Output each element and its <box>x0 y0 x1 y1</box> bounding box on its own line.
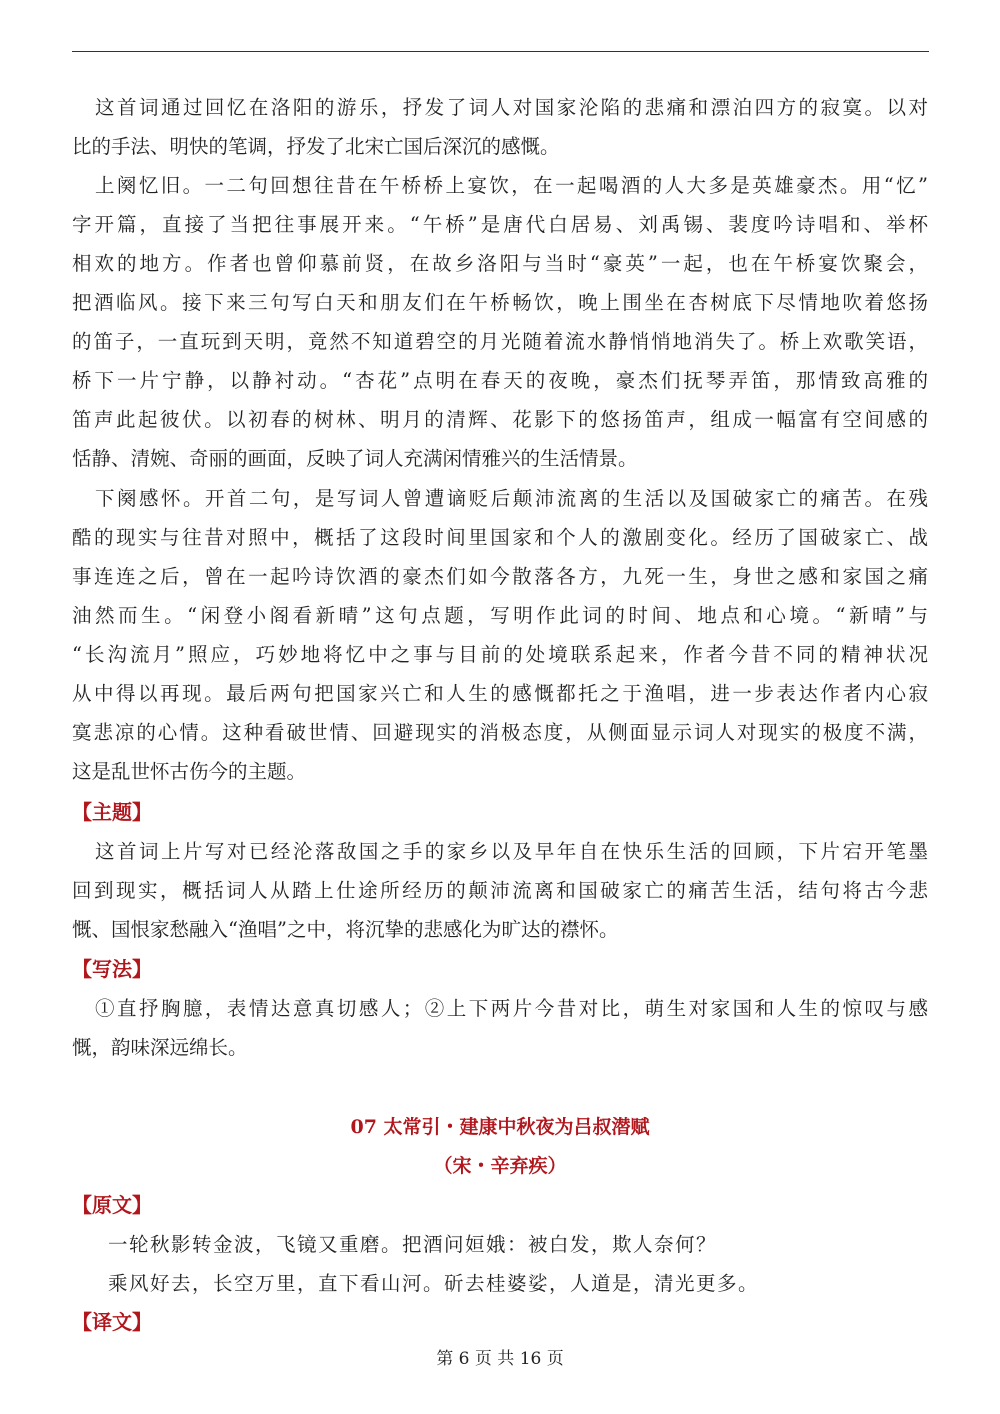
paragraph-line: 事连连之后，曾在一起吟诗饮酒的豪杰们如今散落各方，九死一生，身世之感和家国之痛 <box>72 565 928 588</box>
poem-title: 07 太常引・建康中秋夜为吕叔潜赋 <box>350 1116 650 1138</box>
paragraph-line: 寞悲凉的心情。这种看破世情、回避现实的消极态度，从侧面显示词人对现实的极度不满， <box>72 721 928 744</box>
paragraph-line: 把酒临风。接下来三句写白天和朋友们在午桥畅饮，晚上围坐在杏树底下尽情地吹着悠扬 <box>72 291 928 314</box>
paragraph-line: 字开篇，直接了当把往事展开来。“午桥”是唐代白居易、刘禹锡、裴度吟诗唱和、举杯 <box>72 213 928 236</box>
technique-line: 慨，韵味深远绵长。 <box>72 1036 248 1059</box>
paragraph-line: 从中得以再现。最后两句把国家兴亡和人生的感慨都托之于渔唱，进一步表达作者内心寂 <box>72 682 928 705</box>
paragraph-line: 的笛子，一直玩到天明，竟然不知道碧空的月光随着流水静悄悄地消失了。桥上欢歌笑语， <box>72 330 928 353</box>
paragraph-line: 这首词通过回忆在洛阳的游乐，抒发了词人对国家沦陷的悲痛和漂泊四方的寂寞。以对 <box>95 96 928 119</box>
paragraph-line: “长沟流月”照应，巧妙地将忆中之事与目前的处境联系起来，作者今昔不同的精神状况 <box>72 643 928 666</box>
theme-heading: 【主题】 <box>72 800 152 824</box>
paragraph-line: 上阕忆旧。一二句回想往昔在午桥桥上宴饮，在一起喝酒的人大多是英雄豪杰。用“忆” <box>95 174 928 197</box>
poem-author: （宋・辛弃疾） <box>433 1155 567 1177</box>
paragraph-line: 比的手法、明快的笔调，抒发了北宋亡国后深沉的感慨。 <box>72 135 560 158</box>
paragraph-line: 桥下一片宁静，以静衬动。“杏花”点明在春天的夜晚，豪杰们抚琴弄笛，那情致高雅的 <box>72 369 928 392</box>
page-footer: 第 6 页 共 16 页 <box>436 1349 564 1369</box>
theme-line: 回到现实，概括词人从踏上仕途所经历的颠沛流离和国破家亡的痛苦生活，结句将古今悲 <box>72 879 928 902</box>
original-line: 乘风好去，长空万里，直下看山河。斫去桂婆娑，人道是，清光更多。 <box>108 1272 760 1295</box>
technique-line: ①直抒胸臆，表情达意真切感人；②上下两片今昔对比，萌生对家国和人生的惊叹与感 <box>95 997 928 1020</box>
paragraph-line: 相欢的地方。作者也曾仰慕前贤，在故乡洛阳与当时“豪英”一起，也在午桥宴饮聚会， <box>72 252 928 275</box>
paragraph-line: 笛声此起彼伏。以初春的树林、明月的清辉、花影下的悠扬笛声，组成一幅富有空间感的 <box>72 408 928 431</box>
theme-line: 慨、国恨家愁融入“渔唱”之中，将沉挚的悲感化为旷达的襟怀。 <box>72 918 619 941</box>
theme-line: 这首词上片写对已经沦落敌国之手的家乡以及早年自在快乐生活的回顾，下片宕开笔墨 <box>95 840 928 863</box>
original-heading: 【原文】 <box>72 1193 152 1217</box>
original-line: 一轮秋影转金波，飞镜又重磨。把酒问姮娥：被白发，欺人奈何？ <box>108 1233 718 1256</box>
paragraph-line: 油然而生。“闲登小阁看新晴”这句点题，写明作此词的时间、地点和心境。“新晴”与 <box>72 604 928 627</box>
header-rule <box>72 51 929 52</box>
paragraph-line: 恬静、清婉、奇丽的画面，反映了词人充满闲情雅兴的生活情景。 <box>72 447 638 470</box>
technique-heading: 【写法】 <box>72 957 152 981</box>
paragraph-line: 酷的现实与往昔对照中，概括了这段时间里国家和个人的激剧变化。经历了国破家亡、战 <box>72 526 928 549</box>
paragraph-line: 这是乱世怀古伤今的主题。 <box>72 760 307 783</box>
paragraph-line: 下阕感怀。开首二句，是写词人曾遭谪贬后颠沛流离的生活以及国破家亡的痛苦。在残 <box>95 487 928 510</box>
translation-heading: 【译文】 <box>72 1310 152 1334</box>
